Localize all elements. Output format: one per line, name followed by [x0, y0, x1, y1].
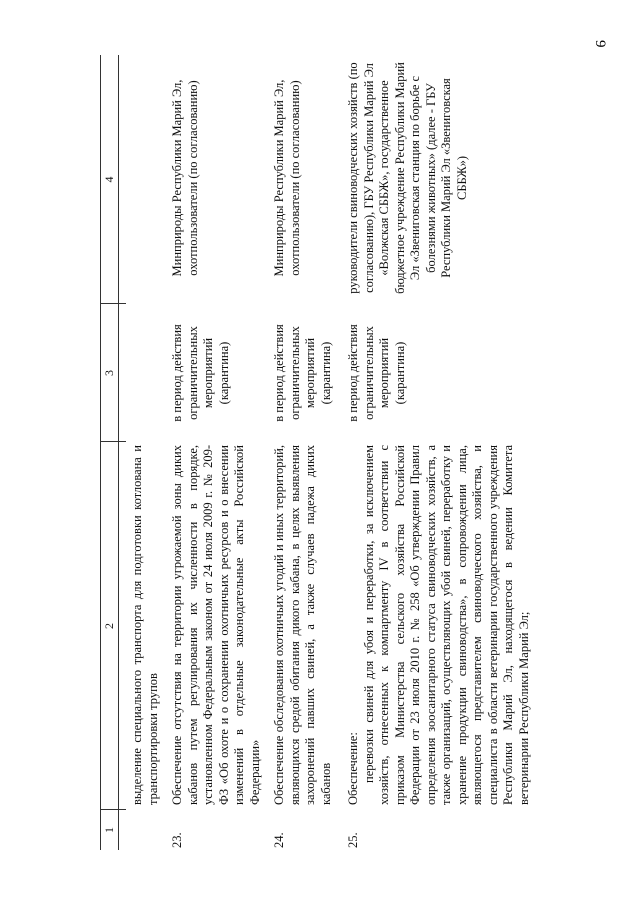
action-cell [272, 445, 334, 805]
responsible-cell: Минприроды Республики Марий Эл, охотпользователи (по согласованию) [272, 79, 302, 277]
header-bottom-border [118, 55, 119, 850]
responsible-cell: Минприроды Республики Марий Эл, охотпользователи (по согласованию) [170, 79, 200, 277]
responsible-cell: руководители свиноводческих хозяйств (по согласованию), ГБУ Республики Марий Эл «Волжская СББЖ», государственное бюджетное учреждение Республики Марий Эл «Звениговская станция по борьбе с болезнями животных» (далее - ГБУ Республики Марий Эл «Звениговская СББЖ») [346, 62, 469, 294]
header-col-1: 1 [102, 827, 116, 833]
action-text: перевозки свиней для убоя и переработки, за исключением хозяйств, отнесенных к компартменту IV в соответствии с приказом Министерства сельского хозяйства Российской Федерации от 23 июля 2010 г. № 258 «Об утверждении Правил определения зоосанитарного статуса свиноводческих хозяйств, а также организаций, осуществляющих убой свиней, переработку и хранение продукции свиноводства», в сопровождении лица, являющегося представителем свиноводческого хозяйства, и специалиста в области ветеринарии государственного учреждения Республики Марий Эл, находящегося в ведении Комитета ветеринарии Республики Марий Эл; [361, 445, 531, 805]
rotated-table [100, 55, 605, 850]
page-number: 9 [592, 40, 608, 48]
action-text: Обеспечение: [346, 732, 360, 805]
header-col-4: 4 [102, 176, 116, 183]
action-cell [130, 445, 161, 805]
action-text: Обеспечение отсутствия на территории угрожаемой зоны диких кабанов путем регулирования их численности в порядке, установленном Федеральным законом от 24 июля 2009 г. № 209-ФЗ «Об охоте и о сохранении охотничьих ресурсов и о внесении изменений в отдельные законодательные акты Российской Федерации» [170, 445, 262, 805]
action-cell [170, 445, 263, 805]
row-number: 23. [170, 832, 184, 848]
header-col-2: 2 [102, 623, 116, 629]
period-cell: в период действия ограничительных мероприятий (карантина) [170, 324, 231, 422]
row-number: 25. [346, 832, 360, 848]
period-cell: в период действия ограничительных мероприятий (карантина) [346, 324, 407, 422]
row-number: 24. [272, 832, 286, 848]
action-cell [346, 445, 532, 805]
header-col-3: 3 [102, 370, 116, 376]
period-cell: в период действия ограничительных мероприятий (карантина) [272, 324, 333, 422]
action-text: Обеспечение обследования охотничьих угодий и иных территорий, являющихся средой обитания дикого кабана, в целях выявления захоронений павших свиней, а также случаев падежа диких кабанов [272, 445, 333, 805]
action-text: выделение специального транспорта для подготовки котлована и транспортировки трупов [130, 445, 160, 805]
